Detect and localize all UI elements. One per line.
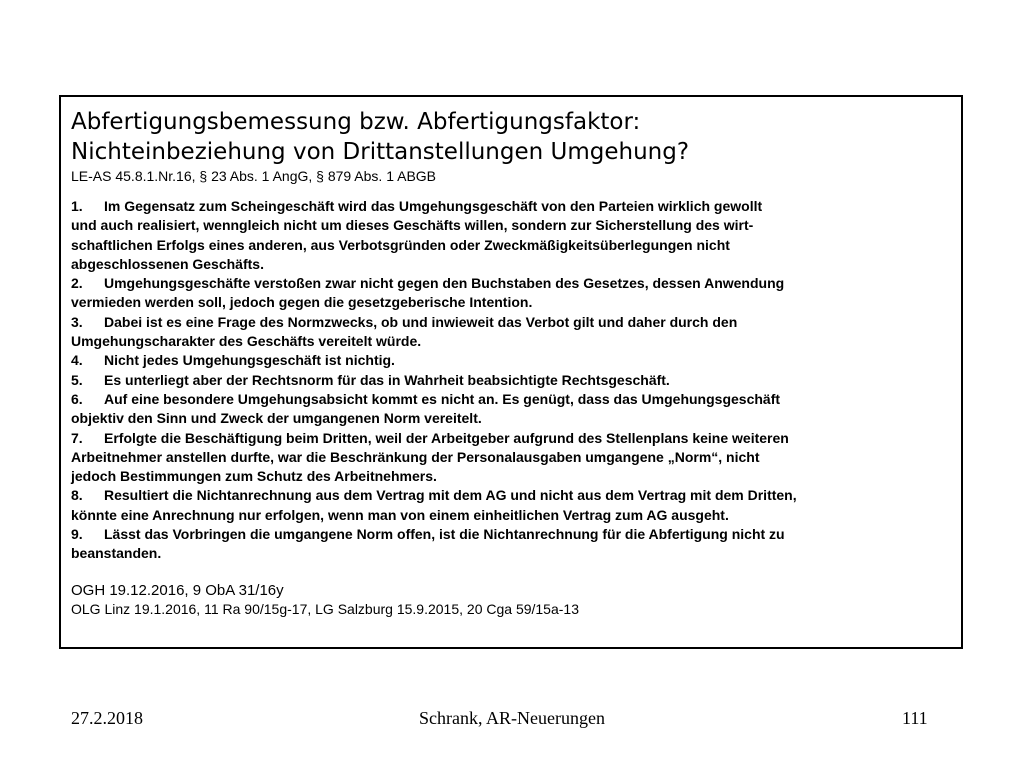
holding-text: Dabei ist es eine Frage des Normzwecks, ob und inwieweit das Verbot gilt und daher durch den (104, 313, 738, 330)
holding-text: und auch realisiert, wenngleich nicht um dieses Geschäfts willen, sondern zur Sicherstellung des wirt- (71, 217, 754, 234)
holding-line (71, 313, 961, 332)
holding-number: 9. (71, 526, 83, 543)
holding-line (71, 448, 961, 467)
holding-number: 4. (71, 352, 83, 369)
holding-number: 7. (71, 429, 83, 446)
holding-text: Auf eine besondere Umgehungsabsicht kommt es nicht an. Es genügt, dass das Umgehungsgeschäft (104, 390, 781, 407)
citation-main: OGH 19.12.2016, 9 ObA 31/16y (71, 581, 284, 599)
holding-number: 5. (71, 371, 83, 388)
holding-text: Resultiert die Nichtanrechnung aus dem Vertrag mit dem AG und nicht aus dem Vertrag mit dem Dritten, (104, 487, 797, 504)
holding-number: 6. (71, 390, 83, 407)
holding-number: 1. (71, 198, 83, 214)
holding-line (71, 409, 961, 428)
holding-line (71, 293, 961, 312)
holdings-list (71, 197, 961, 564)
spacer (71, 564, 961, 581)
holding-text: schaftlichen Erfolgs eines anderen, aus Verbotsgründen oder Zweckmäßigkeitsüberlegungen nicht (71, 236, 730, 253)
citation-secondary: OLG Linz 19.1.2016, 11 Ra 90/15g-17, LG Salzburg 15.9.2015, 20 Cga 59/15a-13 (71, 600, 579, 617)
footer-author: Schrank, AR-Neuerungen (419, 708, 605, 728)
holding-number: 2. (71, 275, 83, 292)
holding-line (71, 429, 961, 448)
footer-page-number: 111 (902, 708, 928, 728)
holding-line (71, 506, 961, 525)
holding-text: beanstanden. (71, 545, 162, 562)
holding-line (71, 390, 961, 409)
legal-reference: LE-AS 45.8.1.Nr.16, § 23 Abs. 1 AngG, § 879 Abs. 1 ABGB (71, 168, 437, 184)
holding-text: objektiv den Sinn und Zweck der umgangenen Norm vereitelt. (71, 410, 482, 427)
slide-title-line-1: Abfertigungsbemessung bzw. Abfertigungsfaktor: (71, 109, 641, 135)
holding-text: jedoch Bestimmungen zum Schutz des Arbeitnehmers. (71, 468, 437, 485)
holding-text: Es unterliegt aber der Rechtsnorm für das in Wahrheit beabsichtigte Rechtsgeschäft. (104, 371, 670, 388)
holding-text: vermieden werden soll, jedoch gegen die gesetzgeberische Intention. (71, 294, 533, 311)
holding-line (71, 255, 961, 274)
holding-number: 8. (71, 487, 83, 504)
holding-text: abgeschlossenen Geschäfts. (71, 255, 264, 272)
holding-line (71, 197, 961, 216)
holding-line (71, 371, 961, 390)
holding-text: Arbeitnehmer anstellen durfte, war die Beschränkung der Personalausgaben umgangene „Norm“, nicht (71, 448, 760, 465)
holding-line (71, 467, 961, 486)
holding-line (71, 332, 961, 351)
holding-text: Nicht jedes Umgehungsgeschäft ist nichtig. (104, 352, 395, 369)
slide-title-line-2: Nichteinbeziehung von Drittanstellungen Umgehung? (71, 139, 690, 165)
footer-date: 27.2.2018 (71, 708, 143, 728)
slide-content-box (59, 95, 963, 649)
holding-text: könnte eine Anrechnung nur erfolgen, wenn man von einem einheitlichen Vertrag zum AG ausgeht. (71, 506, 729, 523)
holding-text: Im Gegensatz zum Scheingeschäft wird das Umgehungsgeschäft von den Parteien wirklich gewollt (104, 198, 763, 214)
holding-line (71, 236, 961, 255)
holding-line (71, 525, 961, 544)
holding-line (71, 544, 961, 563)
holding-text: Erfolgte die Beschäftigung beim Dritten, weil der Arbeitgeber aufgrund des Stellenplans keine weiteren (104, 429, 789, 446)
holding-line (71, 351, 961, 370)
holding-line (71, 216, 961, 235)
spacer (71, 185, 961, 197)
holding-line (71, 486, 961, 505)
holding-text: Lässt das Vorbringen die umgangene Norm offen, ist die Nichtanrechnung für die Abfertigung nicht zu (104, 526, 785, 543)
holding-text: Umgehungsgeschäfte verstoßen zwar nicht gegen den Buchstaben des Gesetzes, dessen Anwendung (104, 275, 785, 292)
holding-text: Umgehungscharakter des Geschäfts vereitelt würde. (71, 333, 422, 350)
holding-number: 3. (71, 313, 83, 330)
holding-line (71, 274, 961, 293)
